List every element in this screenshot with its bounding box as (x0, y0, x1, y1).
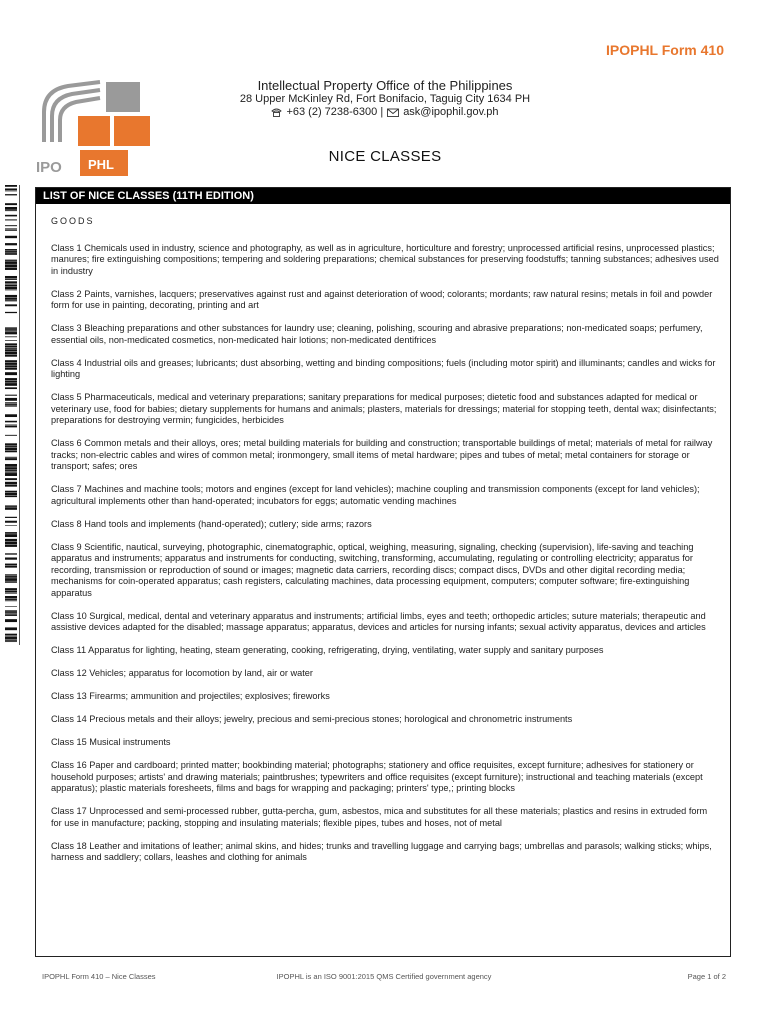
page-title: NICE CLASSES (328, 148, 442, 165)
class-entry: Class 18 Leather and imitations of leather; animal skins, and hides; trunks and travelling luggage and carrying bags; umbrellas and parasols; walking sticks; whips, harness and saddlery; collars, leashes and clothing for animals (51, 840, 712, 862)
footer-page-number: Page 1 of 2 (687, 972, 726, 981)
org-name: Intellectual Property Office of the Philippines (257, 78, 513, 93)
class-entry: Class 15 Musical instruments (51, 737, 171, 747)
barcode-image (5, 185, 23, 645)
table-body (36, 204, 730, 864)
class-entry: Class 11 Apparatus for lighting, heating, steam generating, cooking, refrigerating, drying, ventilating, water supply and sanitary purposes (51, 645, 604, 655)
contact-line (150, 106, 620, 119)
phone-number: +63 (2) 7238-6300 | (286, 106, 384, 118)
class-entry: Class 4 Industrial oils and greases; lubricants; dust absorbing, wetting and binding compositions; fuels (including motor spirit) and illuminants; candles and wicks for lighting (51, 357, 716, 379)
class-entry: Class 13 Firearms; ammunition and projectiles; explosives; fireworks (51, 691, 330, 701)
class-entry: Class 7 Machines and machine tools; motors and engines (except for land vehicles); machine coupling and transmission components (except for land vehicles); agricultural implements other than hand-operated; incubators for eggs; automatic vending machines (51, 484, 700, 506)
class-entry: Class 14 Precious metals and their alloys; jewelry, precious and semi-precious stones; horological and chronometric instruments (51, 714, 573, 724)
office-header (150, 78, 620, 119)
logo-text-ipo: IPO (36, 159, 62, 176)
class-entry: Class 2 Paints, varnishes, lacquers; preservatives against rust and against deterioration of wood; colorants; mordants; raw natural resins; metals in foil and powder form for use in painting, decorating, printing and art (51, 288, 713, 310)
class-entry: Class 8 Hand tools and implements (hand-operated); cutlery; side arms; razors (51, 518, 372, 529)
class-entry: Class 9 Scientific, nautical, surveying, photographic, cinematographic, optical, weighing, measuring, signaling, checking (supervision), life-saving and teaching apparatus and instruments; apparatus and instruments for conducting, switching, transforming, accumulating, regulating or controlling electricity; apparatus for recording, transmission or reproduction of sound or images; magnetic data carriers, recording discs; compact discs, DVDs and other digital recording media; mechanisms for coin-operated apparatus; cash registers, calculating machines, data processing equipment, computers; computer software; fire-extinguishing apparatus (51, 541, 694, 598)
nice-classes-table (35, 187, 731, 957)
class-entry: Class 12 Vehicles; apparatus for locomotion by land, air or water (51, 668, 313, 678)
form-number: IPOPHL Form 410 (605, 42, 724, 58)
email-address: ask@ipophil.gov.ph (403, 106, 499, 118)
class-entry: Class 1 Chemicals used in industry, science and photography, as well as in agriculture, horticulture and forestry; unprocessed artificial resins, unprocessed plastics; manures; fire extinguishing compositions; tempering and soldering preparations; chemical substances for preserving foodstuffs; tanning substances; adhesives used in industry (51, 242, 719, 276)
class-entry: Class 6 Common metals and their alloys, ores; metal building materials for building and construction; transportable buildings of metal; materials of metal for railway tracks; non-electric cables and wires of common metal; ironmongery, small items of metal hardware; pipes and tubes of metal; metal containers for storage or transport; safes; ores (51, 438, 713, 471)
address: 28 Upper McKinley Rd, Fort Bonifacio, Taguig City 1634 PH (239, 93, 531, 105)
page-footer (42, 972, 726, 984)
class-entry: Class 5 Pharmaceuticals, medical and veterinary preparations; sanitary preparations for medical purposes; dietetic food and substances adapted for medical or veterinary use, food for babies; dietary supplements for humans and animals; plasters, materials for dressings; material for stopping teeth, dental wax; disinfectants; preparations for destroying vermin; fungicides, herbicides (51, 392, 717, 425)
envelope-icon (387, 108, 399, 117)
footer-certification: IPOPHL is an ISO 9001:2015 QMS Certified government agency (276, 972, 492, 981)
phone-icon (271, 108, 282, 117)
class-entry: Class 10 Surgical, medical, dental and veterinary apparatus and instruments; artificial limbs, eyes and teeth; orthopedic articles; suture materials; therapeutic and assistive devices adapted for the disabled; massage apparatus; apparatus, devices and articles for nursing infants; sexual activity apparatus, devices and articles (51, 610, 706, 632)
section-label-goods: GOODS (51, 216, 95, 226)
table-heading: LIST OF NICE CLASSES (11TH EDITION) (36, 188, 730, 204)
class-entry: Class 3 Bleaching preparations and other substances for laundry use; cleaning, polishing, scouring and abrasive preparations; non-medicated soaps; perfumery, essential oils, non-medicated cosmetics, non-medicated hair lotions; non-medicated dentifrices (51, 323, 703, 345)
class-entry: Class 17 Unprocessed and semi-processed rubber, gutta-percha, gum, asbestos, mica and substitutes for all these materials; plastics and resins in extruded form for use in manufacture; packing, stopping and insulating materials; flexible pipes, tubes and hoses, not of metal (51, 806, 708, 828)
class-entry: Class 16 Paper and cardboard; printed matter; bookbinding material; photographs; stationery and office requisites, except furniture; adhesives for stationery or household purposes; artists' and drawing materials; paintbrushes; typewriters and office requisites (except furniture); instructional and teaching materials (except apparatus); plastic materials foresheets, films and bags for wrapping and packaging; printers' type,; printing blocks (51, 760, 703, 793)
ipophl-logo (34, 68, 158, 180)
logo-text-phl: PHL (88, 157, 114, 172)
footer-form-name: IPOPHL Form 410 – Nice Classes (42, 972, 156, 981)
